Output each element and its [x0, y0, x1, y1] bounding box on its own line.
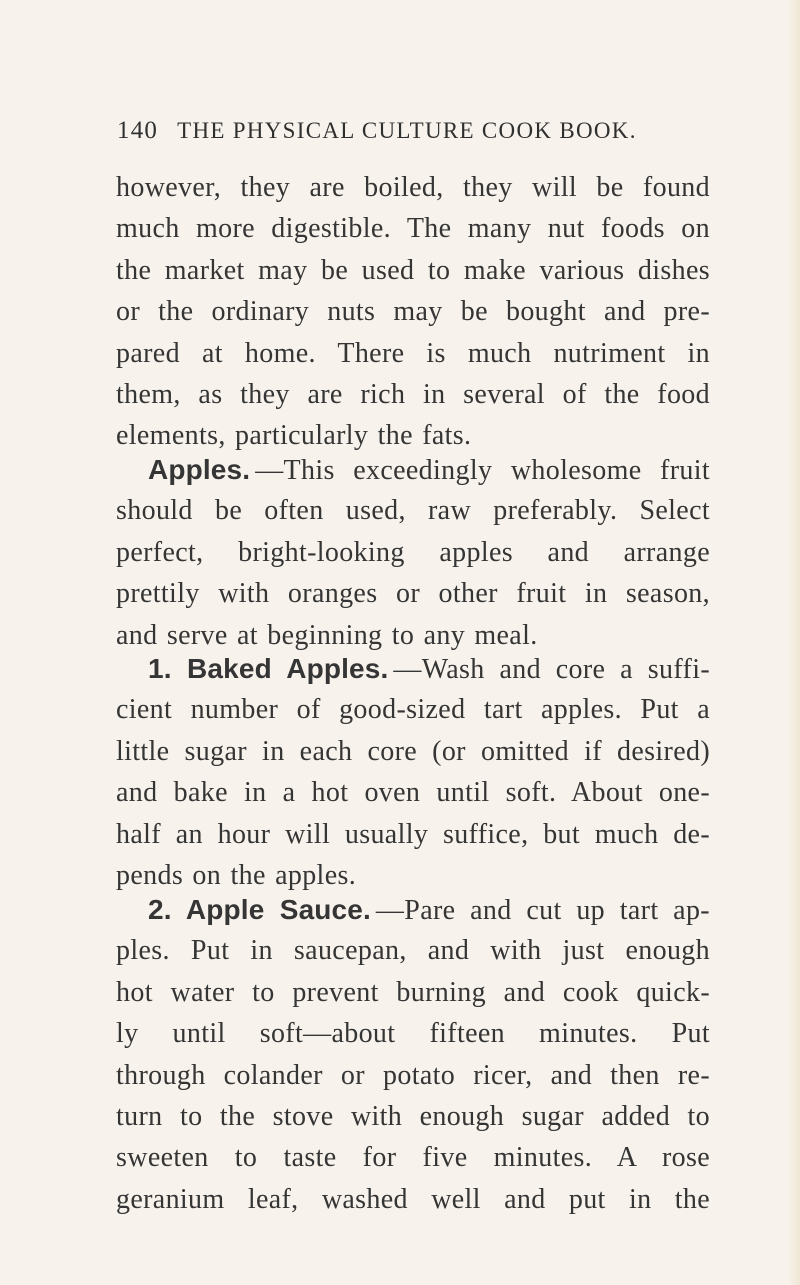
text-line [116, 889, 710, 930]
running-header [117, 117, 687, 145]
text-line: much more digestible. The many nut foods on [116, 213, 710, 245]
text-line: little sugar in each core (or omitted if desired) [116, 735, 710, 767]
text-line [116, 648, 710, 689]
text-line: ples. Put in saucepan, and with just enough [116, 935, 710, 967]
paragraph-baked-apples [116, 648, 710, 896]
text-line: and bake in a hot oven until soft. About one- [116, 777, 710, 809]
text-line: half an hour will usually suffice, but much de- [116, 818, 710, 850]
paragraph-apple-sauce [116, 889, 710, 1220]
text-line: perfect, bright-looking apples and arrange [116, 536, 710, 568]
text-line: them, as they are rich in several of the food [116, 378, 710, 410]
text-run: —This exceedingly wholesome fruit [255, 455, 710, 486]
text-line [116, 449, 710, 490]
recipe-heading-baked-apples: 1. Baked Apples. [148, 653, 389, 684]
running-title: THE PHYSICAL CULTURE COOK BOOK. [177, 118, 637, 143]
text-line: elements, particularly the fats. [116, 420, 472, 452]
text-line: and serve at beginning to any meal. [116, 619, 538, 651]
text-line: turn to the stove with enough sugar added to [116, 1100, 710, 1132]
text-line: the market may be used to make various dishes [116, 254, 710, 286]
text-line: or the ordinary nuts may be bought and pre- [116, 296, 710, 328]
paragraph-nut-foods [116, 167, 710, 457]
text-run: —Pare and cut up tart ap- [375, 895, 710, 926]
paragraph-apples [116, 449, 710, 656]
text-line: through colander or potato ricer, and then re- [116, 1059, 710, 1091]
text-line: should be often used, raw preferably. Select [116, 495, 710, 527]
text-run: —Wash and core a suffi- [393, 654, 710, 685]
text-line: cient number of good-sized tart apples. Put a [116, 694, 710, 726]
recipe-heading-apple-sauce: 2. Apple Sauce. [148, 894, 371, 925]
text-line: sweeten to taste for five minutes. A rose [116, 1142, 710, 1174]
text-line: pends on the apples. [116, 859, 357, 891]
page-edge-shadow [788, 0, 800, 1285]
section-heading-apples: Apples. [148, 454, 251, 485]
text-line: prettily with oranges or other fruit in season, [116, 578, 710, 610]
text-line: geranium leaf, washed well and put in the [116, 1183, 710, 1215]
text-line: hot water to prevent burning and cook quick- [116, 976, 710, 1008]
text-line: ly until soft—about fifteen minutes. Put [116, 1018, 710, 1050]
page-number: 140 [117, 117, 159, 144]
text-line: pared at home. There is much nutriment in [116, 337, 710, 369]
text-line: however, they are boiled, they will be found [116, 172, 710, 203]
